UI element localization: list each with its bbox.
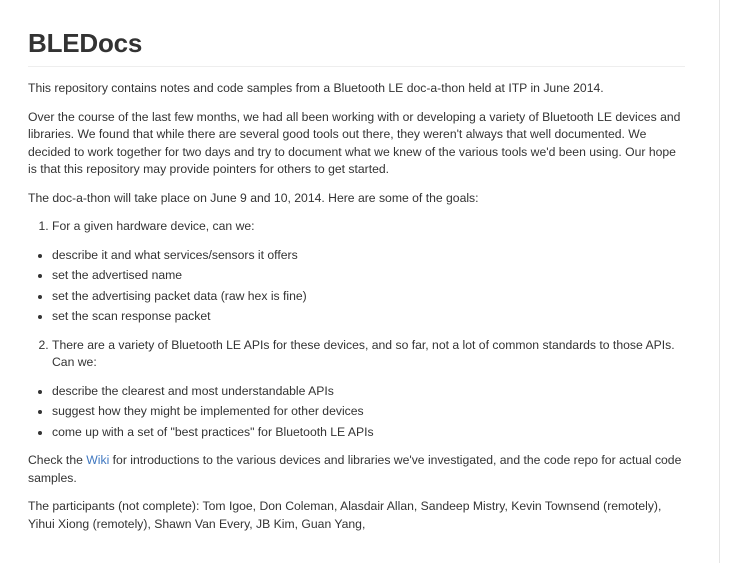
list-item: • describe the clearest and most understandable APIs <box>52 383 685 401</box>
goal-2-subitems <box>28 383 685 442</box>
list-item: • suggest how they might be implemented for other devices <box>52 403 685 421</box>
wiki-paragraph <box>28 452 685 487</box>
list-item: • come up with a set of "best practices" for Bluetooth LE APIs <box>52 424 685 442</box>
goal-1-subitems <box>28 247 685 326</box>
page-title: BLEDocs <box>28 28 685 67</box>
wiki-link[interactable]: Wiki <box>86 453 110 467</box>
goal-list-1 <box>28 218 685 236</box>
wiki-text-before: Check the <box>28 453 87 467</box>
participants-paragraph: The participants (not complete): Tom Igoe, Don Coleman, Alasdair Allan, Sandeep Mistry, Kevin Townsend (remotely), Yihui Xiong (remotely), Shawn Van Every, JB Kim, Guan Yang, <box>28 499 662 531</box>
schedule-paragraph: The doc-a-thon will take place on June 9 and 10, 2014. Here are some of the goals: <box>28 190 479 205</box>
wiki-text-after: for introductions to the various devices and libraries we've investigated, and the code repo for actual code samples. <box>28 453 682 485</box>
goal-item-2: 2. There are a variety of Bluetooth LE APIs for these devices, and so far, not a lot of common standards to those APIs. Can we: <box>52 337 685 372</box>
background-paragraph: Over the course of the last few months, we had all been working with or developing a variety of Bluetooth LE devices and libraries. We found that while there are several good tools out there, they weren't always that well documented. We decided to work together for two days and try to document what we knew of the various tools we'd been using. Our hope is that this repository may provide pointers for others to get started. <box>28 109 681 176</box>
goal-item-1: 1. For a given hardware device, can we: <box>52 218 685 236</box>
list-item: • set the advertised name <box>52 267 685 285</box>
list-item: • describe it and what services/sensors it offers <box>52 247 685 265</box>
goal-list-2 <box>28 337 685 372</box>
list-item: • set the scan response packet <box>52 308 685 326</box>
list-item: • set the advertising packet data (raw hex is fine) <box>52 288 685 306</box>
intro-paragraph: This repository contains notes and code samples from a Bluetooth LE doc-a-thon held at ITP in June 2014. <box>28 81 604 95</box>
readme-article <box>28 0 685 544</box>
